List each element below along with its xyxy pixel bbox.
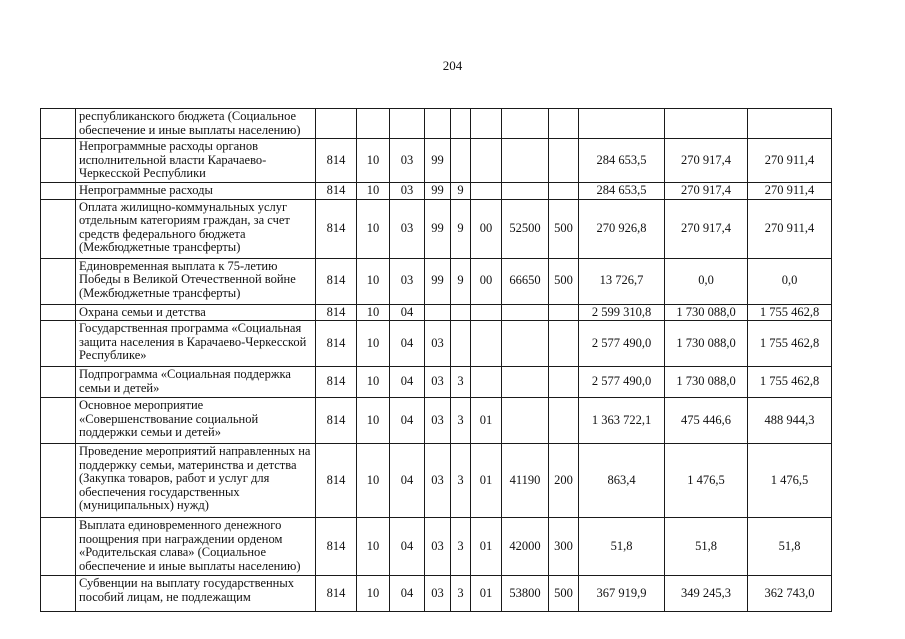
row-cell-c3: 04 [390, 304, 425, 321]
row-cell-c8 [549, 183, 579, 200]
row-name: Проведение мероприятий направленных на поддержку семьи, материнства и детства (Закупка товаров, работ и услуг для обеспечения государственных (муниципальных) нужд) [76, 444, 316, 518]
row-cell-c1: 814 [316, 321, 357, 367]
row-blank-cell [41, 199, 76, 258]
row-cell-v2: 475 446,6 [665, 398, 748, 444]
table-row [41, 321, 832, 367]
row-blank-cell [41, 258, 76, 304]
row-cell-v1: 13 726,7 [579, 258, 665, 304]
row-cell-v1: 284 653,5 [579, 139, 665, 183]
row-cell-c5 [451, 321, 471, 367]
table-row [41, 367, 832, 398]
row-cell-v1: 2 577 490,0 [579, 367, 665, 398]
row-cell-v3: 270 911,4 [748, 139, 832, 183]
row-cell-c5: 9 [451, 258, 471, 304]
row-cell-c5 [451, 139, 471, 183]
row-cell-v3: 270 911,4 [748, 183, 832, 200]
row-cell-c6: 01 [471, 518, 502, 576]
row-cell-c3: 04 [390, 444, 425, 518]
row-cell-c2: 10 [357, 576, 390, 612]
row-cell-c4: 03 [425, 321, 451, 367]
row-cell-c7 [502, 321, 549, 367]
row-cell-v1: 2 599 310,8 [579, 304, 665, 321]
row-blank-cell [41, 183, 76, 200]
row-cell-v3 [748, 109, 832, 139]
row-cell-c2: 10 [357, 139, 390, 183]
row-name: Государственная программа «Социальная защита населения в Карачаево-Черкесской Республике» [76, 321, 316, 367]
row-cell-c4: 03 [425, 398, 451, 444]
row-cell-c6 [471, 367, 502, 398]
row-cell-v2: 270 917,4 [665, 139, 748, 183]
row-cell-c1: 814 [316, 398, 357, 444]
row-cell-c5: 3 [451, 518, 471, 576]
row-blank-cell [41, 444, 76, 518]
row-cell-c4: 99 [425, 199, 451, 258]
row-cell-c8 [549, 321, 579, 367]
row-cell-c6: 01 [471, 576, 502, 612]
row-cell-v1: 2 577 490,0 [579, 321, 665, 367]
row-cell-c3: 04 [390, 398, 425, 444]
row-cell-c2 [357, 109, 390, 139]
row-cell-c4: 99 [425, 139, 451, 183]
row-cell-c8: 500 [549, 576, 579, 612]
row-cell-c7: 53800 [502, 576, 549, 612]
row-cell-v2: 349 245,3 [665, 576, 748, 612]
row-cell-c7 [502, 109, 549, 139]
row-cell-c8 [549, 398, 579, 444]
row-cell-v3: 0,0 [748, 258, 832, 304]
row-cell-v1: 284 653,5 [579, 183, 665, 200]
row-cell-c5 [451, 109, 471, 139]
row-cell-c5: 3 [451, 576, 471, 612]
row-blank-cell [41, 321, 76, 367]
row-cell-v3: 270 911,4 [748, 199, 832, 258]
row-cell-c2: 10 [357, 183, 390, 200]
page-number: 204 [442, 58, 463, 73]
row-cell-v1 [579, 109, 665, 139]
row-name: Субвенции на выплату государственных пособий лицам, не подлежащим [76, 576, 316, 612]
row-cell-v2: 1 730 088,0 [665, 321, 748, 367]
row-cell-v1: 863,4 [579, 444, 665, 518]
row-cell-c2: 10 [357, 321, 390, 367]
row-cell-c6 [471, 139, 502, 183]
row-cell-c3: 03 [390, 183, 425, 200]
row-cell-c8: 200 [549, 444, 579, 518]
row-cell-c1: 814 [316, 444, 357, 518]
row-cell-c2: 10 [357, 258, 390, 304]
row-cell-v3: 488 944,3 [748, 398, 832, 444]
row-cell-c7 [502, 304, 549, 321]
row-cell-c7: 66650 [502, 258, 549, 304]
row-cell-c3: 04 [390, 321, 425, 367]
row-cell-c6: 01 [471, 444, 502, 518]
table-row [41, 518, 832, 576]
row-blank-cell [41, 139, 76, 183]
row-cell-c2: 10 [357, 304, 390, 321]
row-cell-c5: 9 [451, 199, 471, 258]
row-name: Подпрограмма «Социальная поддержка семьи и детей» [76, 367, 316, 398]
row-cell-v3: 1 755 462,8 [748, 304, 832, 321]
row-blank-cell [41, 398, 76, 444]
row-name: Выплата единовременного денежного поощрения при награждении орденом «Родительская слава» (Социальное обеспечение и иные выплаты населению) [76, 518, 316, 576]
row-cell-v2: 270 917,4 [665, 199, 748, 258]
row-cell-v2: 1 476,5 [665, 444, 748, 518]
row-cell-c2: 10 [357, 367, 390, 398]
row-blank-cell [41, 304, 76, 321]
row-cell-v2 [665, 109, 748, 139]
table-row [41, 398, 832, 444]
row-cell-c1: 814 [316, 183, 357, 200]
row-cell-c8: 500 [549, 199, 579, 258]
row-cell-c7: 52500 [502, 199, 549, 258]
table-row [41, 183, 832, 200]
row-blank-cell [41, 367, 76, 398]
row-cell-c3: 03 [390, 258, 425, 304]
row-cell-c6 [471, 304, 502, 321]
row-cell-c3: 04 [390, 576, 425, 612]
row-cell-c3 [390, 109, 425, 139]
row-cell-c6 [471, 321, 502, 367]
row-cell-c1: 814 [316, 304, 357, 321]
row-cell-c4: 03 [425, 444, 451, 518]
row-blank-cell [41, 576, 76, 612]
row-cell-v3: 362 743,0 [748, 576, 832, 612]
row-cell-v2: 0,0 [665, 258, 748, 304]
row-cell-c5: 3 [451, 444, 471, 518]
row-blank-cell [41, 518, 76, 576]
row-cell-c3: 03 [390, 199, 425, 258]
row-cell-c8: 500 [549, 258, 579, 304]
row-cell-c1: 814 [316, 367, 357, 398]
row-cell-v3: 1 755 462,8 [748, 321, 832, 367]
row-cell-c5: 9 [451, 183, 471, 200]
row-name: Непрограммные расходы органов исполнительной власти Карачаево-Черкесской Республики [76, 139, 316, 183]
row-cell-c1: 814 [316, 199, 357, 258]
row-cell-c8 [549, 367, 579, 398]
row-cell-c7 [502, 183, 549, 200]
table-row [41, 304, 832, 321]
row-cell-v1: 270 926,8 [579, 199, 665, 258]
row-cell-c3: 04 [390, 367, 425, 398]
table-row [41, 258, 832, 304]
row-cell-c6: 01 [471, 398, 502, 444]
row-cell-v2: 51,8 [665, 518, 748, 576]
row-cell-c4: 03 [425, 367, 451, 398]
row-cell-v3: 51,8 [748, 518, 832, 576]
row-cell-c2: 10 [357, 518, 390, 576]
row-cell-c5: 3 [451, 398, 471, 444]
row-cell-v3: 1 476,5 [748, 444, 832, 518]
row-cell-c4: 99 [425, 183, 451, 200]
row-cell-c6: 00 [471, 258, 502, 304]
row-cell-c6 [471, 109, 502, 139]
row-cell-c8 [549, 109, 579, 139]
row-cell-v1: 51,8 [579, 518, 665, 576]
row-cell-v2: 270 917,4 [665, 183, 748, 200]
row-name: Охрана семьи и детства [76, 304, 316, 321]
row-cell-v3: 1 755 462,8 [748, 367, 832, 398]
row-blank-cell [41, 109, 76, 139]
row-cell-v2: 1 730 088,0 [665, 304, 748, 321]
row-cell-v1: 1 363 722,1 [579, 398, 665, 444]
row-cell-c7 [502, 398, 549, 444]
row-name: Оплата жилищно-коммунальных услуг отдельным категориям граждан, за счет средств федерального бюджета (Межбюджетные трансферты) [76, 199, 316, 258]
row-cell-c7: 41190 [502, 444, 549, 518]
row-name: республиканского бюджета (Социальное обеспечение и иные выплаты населению) [76, 109, 316, 139]
row-cell-c4 [425, 304, 451, 321]
row-cell-c1: 814 [316, 518, 357, 576]
row-cell-c7 [502, 367, 549, 398]
row-cell-c2: 10 [357, 398, 390, 444]
row-cell-c6 [471, 183, 502, 200]
row-name: Единовременная выплата к 75-летию Победы в Великой Отечественной войне (Межбюджетные трансферты) [76, 258, 316, 304]
row-cell-c7: 42000 [502, 518, 549, 576]
row-cell-c8 [549, 304, 579, 321]
row-cell-c7 [502, 139, 549, 183]
row-cell-c5 [451, 304, 471, 321]
row-cell-c8 [549, 139, 579, 183]
row-cell-c8: 300 [549, 518, 579, 576]
row-cell-c6: 00 [471, 199, 502, 258]
table-body [41, 109, 832, 612]
row-cell-c2: 10 [357, 444, 390, 518]
row-cell-c1: 814 [316, 576, 357, 612]
table-row [41, 444, 832, 518]
budget-table [40, 108, 832, 612]
row-name: Основное мероприятие «Совершенствование социальной поддержки семьи и детей» [76, 398, 316, 444]
row-cell-c4: 99 [425, 258, 451, 304]
row-cell-c3: 03 [390, 139, 425, 183]
row-cell-c3: 04 [390, 518, 425, 576]
table-row [41, 139, 832, 183]
row-cell-c1: 814 [316, 258, 357, 304]
table-row [41, 576, 832, 612]
row-cell-v2: 1 730 088,0 [665, 367, 748, 398]
table-row [41, 199, 832, 258]
row-cell-c4 [425, 109, 451, 139]
row-cell-c2: 10 [357, 199, 390, 258]
row-cell-c4: 03 [425, 576, 451, 612]
row-cell-c1: 814 [316, 139, 357, 183]
row-cell-c1 [316, 109, 357, 139]
row-cell-c5: 3 [451, 367, 471, 398]
row-cell-v1: 367 919,9 [579, 576, 665, 612]
table-row [41, 109, 832, 139]
row-name: Непрограммные расходы [76, 183, 316, 200]
row-cell-c4: 03 [425, 518, 451, 576]
